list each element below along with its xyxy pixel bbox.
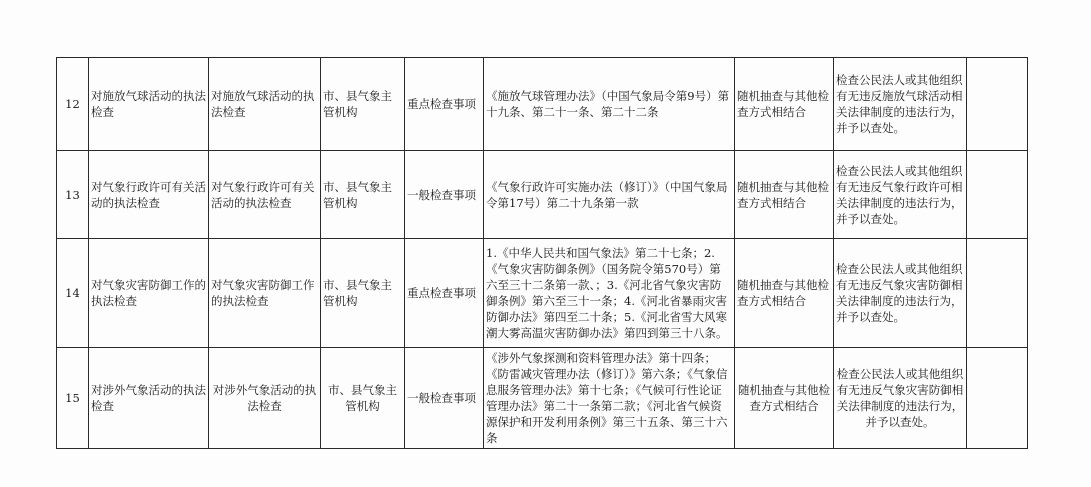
inspection-content: 检查公民法人或其他组织有无违反气象灾害防御相关法律制度的违法行为，并予以查处。 <box>834 348 967 449</box>
table-row <box>57 58 1028 151</box>
inspection-target: 对气象灾害防御工作的执法检查 <box>209 239 321 348</box>
table-row <box>57 348 1028 449</box>
row-number: 12 <box>57 58 89 151</box>
legal-basis: 《施放气球管理办法》（中国气象局令第9号）第十九条、第二十一条、第二十二条 <box>484 58 735 151</box>
inspection-type: 重点检查事项 <box>405 58 484 151</box>
inspection-type: 重点检查事项 <box>405 239 484 348</box>
inspection-content: 检查公民法人或其他组织有无违反气象灾害防御相关法律制度的违法行为，并予以查处。 <box>834 239 967 348</box>
row-number: 13 <box>57 151 89 239</box>
inspection-item-name: 对施放气球活动的执法检查 <box>89 58 209 151</box>
inspection-item-name: 对气象灾害防御工作的执法检查 <box>89 239 209 348</box>
inspection-items-table <box>56 57 1028 449</box>
inspecting-organization: 市、县气象主管机构 <box>321 151 405 239</box>
inspection-target: 对涉外气象活动的执法检查 <box>209 348 321 449</box>
remarks-cell <box>967 239 1028 348</box>
row-number: 15 <box>57 348 89 449</box>
inspection-method: 随机抽查与其他检查方式相结合 <box>735 239 834 348</box>
inspecting-organization: 市、县气象主管机构 <box>321 239 405 348</box>
inspection-item-name: 对涉外气象活动的执法检查 <box>89 348 209 449</box>
inspection-item-name: 对气象行政许可有关活动的执法检查 <box>89 151 209 239</box>
table-row <box>57 151 1028 239</box>
inspecting-organization: 市、县气象主管机构 <box>321 348 405 449</box>
remarks-cell <box>967 58 1028 151</box>
inspection-target: 对气象行政许可有关活动的执法检查 <box>209 151 321 239</box>
inspection-method: 随机抽查与其他检查方式相结合 <box>735 151 834 239</box>
inspection-method: 随机抽查与其他检查方式相结合 <box>735 348 834 449</box>
legal-basis: 1.《中华人民共和国气象法》第二十七条；2.《气象灾害防御条例》（国务院令第570号）第六至三十二条第一款、；3.《河北省气象灾害防御条例》第六至三十一条；4.《河北省暴雨灾害防御办法》第四至二十条；5.《河北省雪大风寒潮大雾高温灾害防御办法》第四到第三十八条。 <box>484 239 735 348</box>
legal-basis: 《气象行政许可实施办法（修订）》（中国气象局令第17号）第二十九条第一款 <box>484 151 735 239</box>
table-row <box>57 239 1028 348</box>
inspection-target: 对施放气球活动的执法检查 <box>209 58 321 151</box>
inspection-type: 一般检查事项 <box>405 151 484 239</box>
inspection-content: 检查公民法人或其他组织有无违反气象行政许可相关法律制度的违法行为，并予以查处。 <box>834 151 967 239</box>
inspecting-organization: 市、县气象主管机构 <box>321 58 405 151</box>
remarks-cell <box>967 348 1028 449</box>
row-number: 14 <box>57 239 89 348</box>
inspection-content: 检查公民法人或其他组织有无违反施放气球活动相关法律制度的违法行为，并予以查处。 <box>834 58 967 151</box>
inspection-method: 随机抽查与其他检查方式相结合 <box>735 58 834 151</box>
remarks-cell <box>967 151 1028 239</box>
inspection-type: 一般检查事项 <box>405 348 484 449</box>
legal-basis: 《涉外气象探测和资料管理办法》第十四条；《防雷减灾管理办法（修订）》第六条；《气象信息服务管理办法》第十七条；《气候可行性论证管理办法》第二十一条第二款；《河北省气候资源保护和开发利用条例》第三十五条、第三十六条 <box>484 348 735 449</box>
